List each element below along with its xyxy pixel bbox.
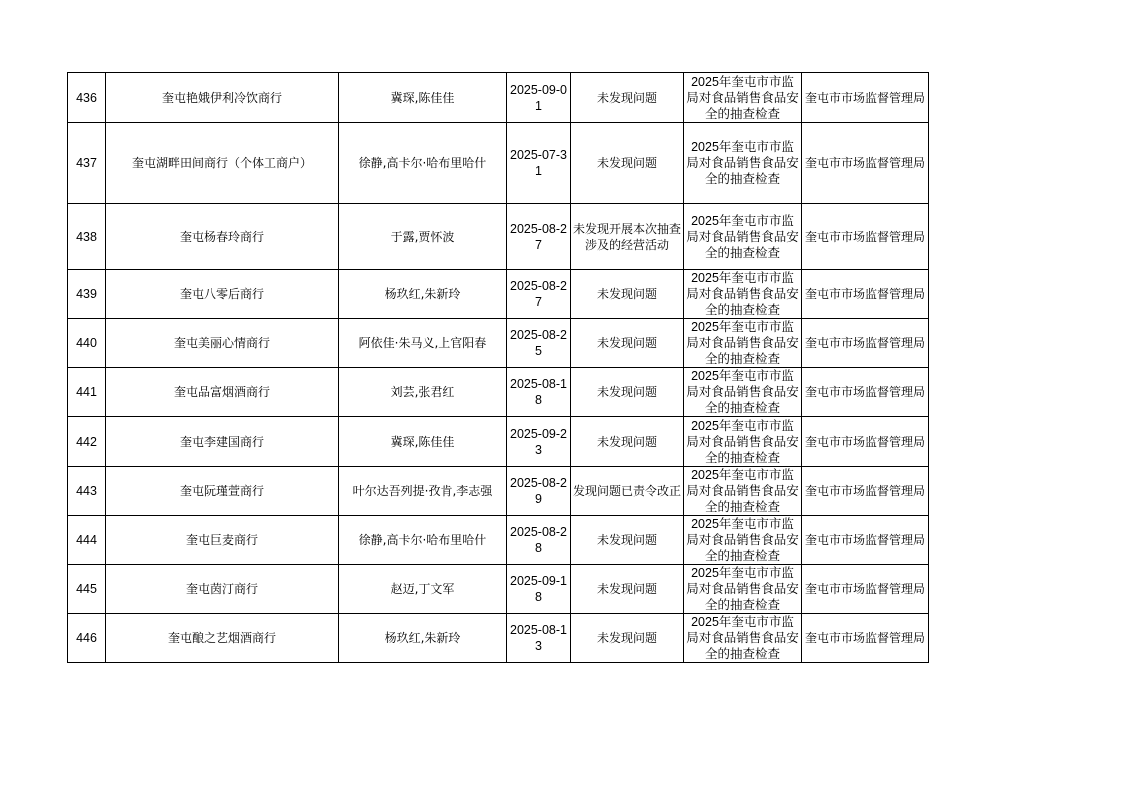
row-number-cell: 436: [68, 73, 106, 123]
table-row: [68, 368, 929, 417]
authority-cell: 奎屯市市场监督管理局: [802, 368, 929, 417]
business-name-cell: 奎屯湖畔田间商行（个体工商户）: [106, 123, 339, 204]
table-row: [68, 614, 929, 663]
row-number-cell: 443: [68, 467, 106, 516]
authority-cell: 奎屯市市场监督管理局: [802, 123, 929, 204]
inspection-result-cell: 未发现问题: [571, 73, 684, 123]
inspection-result-cell: 未发现开展本次抽查涉及的经营活动: [571, 204, 684, 270]
inspection-task-cell: 2025年奎屯市市监局对食品销售食品安全的抽查检查: [684, 467, 802, 516]
table-row: [68, 270, 929, 319]
inspectors-cell: 冀琛,陈佳佳: [339, 73, 507, 123]
row-number-cell: 437: [68, 123, 106, 204]
table-row: [68, 123, 929, 204]
table-row: [68, 516, 929, 565]
inspection-result-cell: 未发现问题: [571, 319, 684, 368]
authority-cell: 奎屯市市场监督管理局: [802, 614, 929, 663]
inspection-task-cell: 2025年奎屯市市监局对食品销售食品安全的抽查检查: [684, 73, 802, 123]
row-number-cell: 441: [68, 368, 106, 417]
table-row: [68, 73, 929, 123]
inspection-result-cell: 未发现问题: [571, 417, 684, 467]
inspection-date-cell: 2025-08-13: [507, 614, 571, 663]
business-name-cell: 奎屯艳娥伊利冷饮商行: [106, 73, 339, 123]
inspection-result-cell: 未发现问题: [571, 614, 684, 663]
inspectors-cell: 阿依佳·朱马义,上官阳春: [339, 319, 507, 368]
inspection-task-cell: 2025年奎屯市市监局对食品销售食品安全的抽查检查: [684, 319, 802, 368]
authority-cell: 奎屯市市场监督管理局: [802, 270, 929, 319]
inspection-task-cell: 2025年奎屯市市监局对食品销售食品安全的抽查检查: [684, 123, 802, 204]
inspection-task-cell: 2025年奎屯市市监局对食品销售食品安全的抽查检查: [684, 368, 802, 417]
row-number-cell: 439: [68, 270, 106, 319]
inspection-date-cell: 2025-08-27: [507, 204, 571, 270]
inspection-results-table: [67, 72, 929, 663]
table-row: [68, 319, 929, 368]
authority-cell: 奎屯市市场监督管理局: [802, 417, 929, 467]
row-number-cell: 442: [68, 417, 106, 467]
table-row: [68, 565, 929, 614]
inspectors-cell: 徐静,高卡尔·哈布里哈什: [339, 123, 507, 204]
business-name-cell: 奎屯茵汀商行: [106, 565, 339, 614]
inspection-date-cell: 2025-08-28: [507, 516, 571, 565]
inspection-date-cell: 2025-08-29: [507, 467, 571, 516]
inspection-task-cell: 2025年奎屯市市监局对食品销售食品安全的抽查检查: [684, 417, 802, 467]
inspection-date-cell: 2025-08-25: [507, 319, 571, 368]
inspection-date-cell: 2025-08-27: [507, 270, 571, 319]
inspection-date-cell: 2025-08-18: [507, 368, 571, 417]
row-number-cell: 444: [68, 516, 106, 565]
business-name-cell: 奎屯酿之艺烟酒商行: [106, 614, 339, 663]
inspection-task-cell: 2025年奎屯市市监局对食品销售食品安全的抽查检查: [684, 614, 802, 663]
inspectors-cell: 刘芸,张君红: [339, 368, 507, 417]
inspection-date-cell: 2025-09-23: [507, 417, 571, 467]
inspectors-cell: 于露,贾怀波: [339, 204, 507, 270]
business-name-cell: 奎屯李建国商行: [106, 417, 339, 467]
inspectors-cell: 赵迈,丁文军: [339, 565, 507, 614]
business-name-cell: 奎屯杨春玲商行: [106, 204, 339, 270]
business-name-cell: 奎屯阮瑾萱商行: [106, 467, 339, 516]
inspection-task-cell: 2025年奎屯市市监局对食品销售食品安全的抽查检查: [684, 270, 802, 319]
inspectors-cell: 叶尔达吾列提·孜肯,李志强: [339, 467, 507, 516]
row-number-cell: 438: [68, 204, 106, 270]
inspection-result-cell: 未发现问题: [571, 565, 684, 614]
inspection-task-cell: 2025年奎屯市市监局对食品销售食品安全的抽查检查: [684, 516, 802, 565]
row-number-cell: 446: [68, 614, 106, 663]
business-name-cell: 奎屯巨麦商行: [106, 516, 339, 565]
inspection-date-cell: 2025-09-18: [507, 565, 571, 614]
authority-cell: 奎屯市市场监督管理局: [802, 319, 929, 368]
business-name-cell: 奎屯美丽心情商行: [106, 319, 339, 368]
inspection-result-cell: 未发现问题: [571, 270, 684, 319]
authority-cell: 奎屯市市场监督管理局: [802, 467, 929, 516]
inspection-result-cell: 未发现问题: [571, 368, 684, 417]
inspection-result-cell: 发现问题已责令改正: [571, 467, 684, 516]
inspection-date-cell: 2025-09-01: [507, 73, 571, 123]
inspection-task-cell: 2025年奎屯市市监局对食品销售食品安全的抽查检查: [684, 565, 802, 614]
inspectors-cell: 冀琛,陈佳佳: [339, 417, 507, 467]
table-row: [68, 417, 929, 467]
inspectors-cell: 杨玖红,朱新玲: [339, 270, 507, 319]
business-name-cell: 奎屯八零后商行: [106, 270, 339, 319]
inspection-task-cell: 2025年奎屯市市监局对食品销售食品安全的抽查检查: [684, 204, 802, 270]
authority-cell: 奎屯市市场监督管理局: [802, 565, 929, 614]
authority-cell: 奎屯市市场监督管理局: [802, 516, 929, 565]
table-row: [68, 204, 929, 270]
row-number-cell: 440: [68, 319, 106, 368]
inspection-date-cell: 2025-07-31: [507, 123, 571, 204]
inspection-result-cell: 未发现问题: [571, 516, 684, 565]
business-name-cell: 奎屯品富烟酒商行: [106, 368, 339, 417]
table-body: [68, 73, 929, 663]
authority-cell: 奎屯市市场监督管理局: [802, 73, 929, 123]
authority-cell: 奎屯市市场监督管理局: [802, 204, 929, 270]
row-number-cell: 445: [68, 565, 106, 614]
inspection-result-cell: 未发现问题: [571, 123, 684, 204]
inspectors-cell: 徐静,高卡尔·哈布里哈什: [339, 516, 507, 565]
inspectors-cell: 杨玖红,朱新玲: [339, 614, 507, 663]
table-row: [68, 467, 929, 516]
